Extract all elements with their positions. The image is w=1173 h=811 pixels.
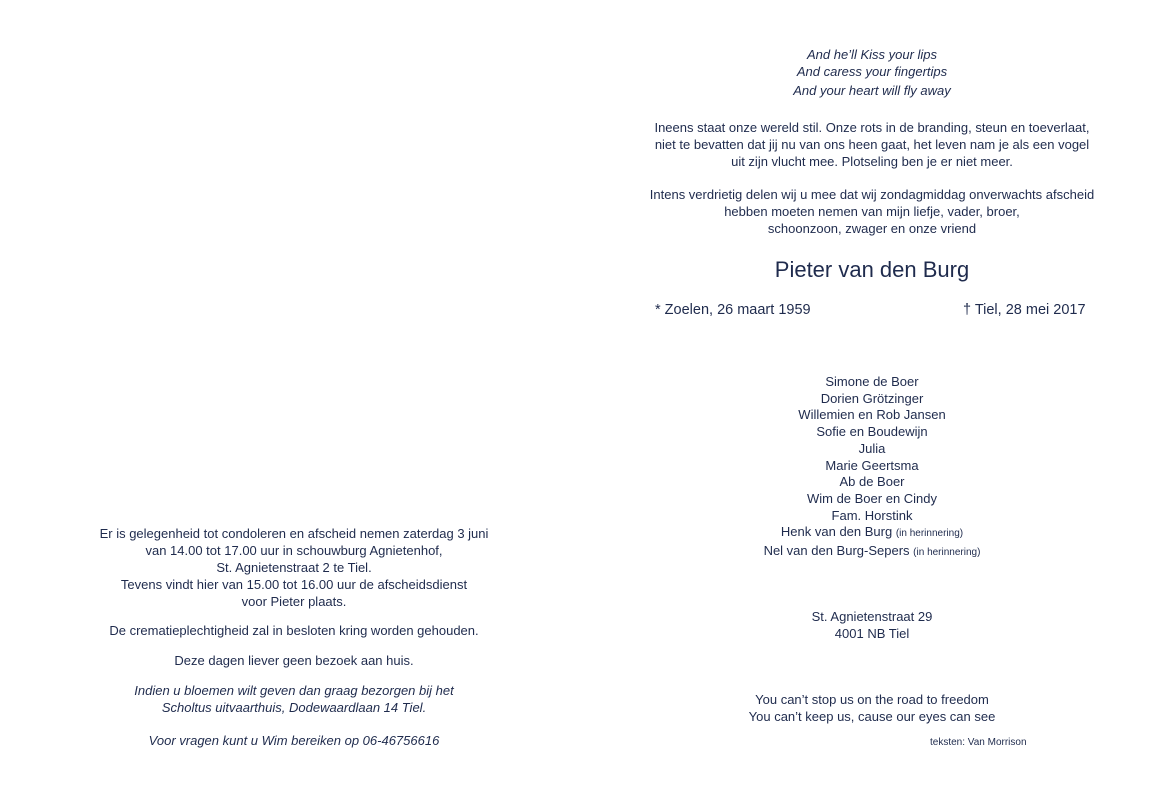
family-member	[672, 441, 1072, 458]
family-member-name: Henk van den Burg	[780, 524, 893, 540]
announcement-line: hebben moeten nemen van mijn liefje, vader, broer,	[724, 204, 1020, 219]
family-member	[672, 524, 1072, 543]
family-member-name: Sofie en Boudewijn	[816, 424, 928, 440]
condolence-line: voor Pieter plaats.	[241, 594, 347, 609]
family-list	[672, 374, 1072, 562]
lyrics-credit: teksten: Van Morrison	[930, 737, 1027, 748]
family-member	[672, 543, 1072, 562]
condolence-paragraph	[44, 525, 544, 610]
address-line: St. Agnietenstraat 29	[811, 609, 933, 624]
lyrics-bottom	[672, 691, 1072, 725]
address-line: 4001 NB Tiel	[834, 626, 910, 641]
flowers-line: Indien u bloemen wilt geven dan graag bezorgen bij het	[134, 683, 454, 698]
birth-date: * Zoelen, 26 maart 1959	[655, 302, 811, 318]
contact-note: Voor vragen kunt u Wim bereiken op 06-46756616	[148, 733, 440, 748]
family-member	[672, 458, 1072, 475]
announcement-line: schoonzoon, zwager en onze vriend	[767, 221, 977, 236]
family-member	[672, 374, 1072, 391]
family-member-name: Wim de Boer en Cindy	[806, 490, 938, 506]
condolence-line: St. Agnietenstraat 2 te Tiel.	[216, 560, 372, 575]
family-member	[672, 407, 1072, 424]
cremation-note: De crematieplechtigheid zal in besloten kring worden gehouden.	[109, 623, 479, 638]
family-member	[672, 424, 1072, 441]
death-date: † Tiel, 28 mei 2017	[963, 302, 1086, 318]
in-memory-note: (in herinnering)	[895, 528, 964, 540]
intro-line: Ineens staat onze wereld stil. Onze rots in de branding, steun en toeverlaat,	[654, 120, 1090, 135]
family-member-name: Willemien en Rob Jansen	[798, 407, 946, 423]
lyrics-top-line: And caress your fingertips	[796, 64, 948, 79]
flowers-note	[44, 682, 544, 716]
in-memory-note: (in herinnering)	[913, 547, 981, 559]
intro-line: niet te bevatten dat jij nu van ons heen gaat, het leven nam je als een vogel	[654, 137, 1090, 152]
family-member-name: Simone de Boer	[825, 374, 919, 389]
family-member	[672, 508, 1072, 525]
home-address	[672, 608, 1072, 642]
lyrics-top-line: And he’ll Kiss your lips	[806, 47, 938, 62]
condolence-line: Tevens vindt hier van 15.00 tot 16.00 uur de afscheidsdienst	[120, 577, 468, 592]
lyrics-top-line: And your heart will fly away	[793, 83, 951, 98]
deceased-name: Pieter van den Burg	[774, 257, 970, 282]
intro-paragraph	[600, 119, 1144, 170]
family-member-name: Marie Geertsma	[825, 457, 919, 473]
condolence-line: van 14.00 tot 17.00 uur in schouwburg Agnietenhof,	[145, 543, 443, 558]
flowers-line: Scholtus uitvaarthuis, Dodewaardlaan 14 Tiel.	[161, 700, 427, 715]
intro-line: uit zijn vlucht mee. Plotseling ben je er niet meer.	[731, 154, 1013, 169]
condolence-line: Er is gelegenheid tot condoleren en afscheid nemen zaterdag 3 juni	[99, 526, 489, 541]
family-member-name: Julia	[858, 440, 886, 456]
family-member-name: Fam. Horstink	[831, 507, 913, 523]
family-member	[672, 474, 1072, 491]
family-member	[672, 491, 1072, 508]
family-member	[672, 391, 1072, 408]
announcement-line: Intens verdrietig delen wij u mee dat wij zondagmiddag onverwachts afscheid	[649, 187, 1095, 202]
family-member-name: Dorien Grötzinger	[820, 390, 924, 406]
lyrics-bottom-line: You can’t stop us on the road to freedom	[755, 692, 989, 707]
lyrics-top	[672, 46, 1072, 99]
family-member-name: Nel van den Burg-Sepers	[763, 543, 910, 559]
lyrics-bottom-line: You can’t keep us, cause our eyes can see	[748, 709, 996, 724]
announcement-paragraph	[600, 186, 1144, 237]
no-visit-note: Deze dagen liever geen bezoek aan huis.	[174, 653, 414, 668]
family-member-name: Ab de Boer	[839, 474, 905, 490]
